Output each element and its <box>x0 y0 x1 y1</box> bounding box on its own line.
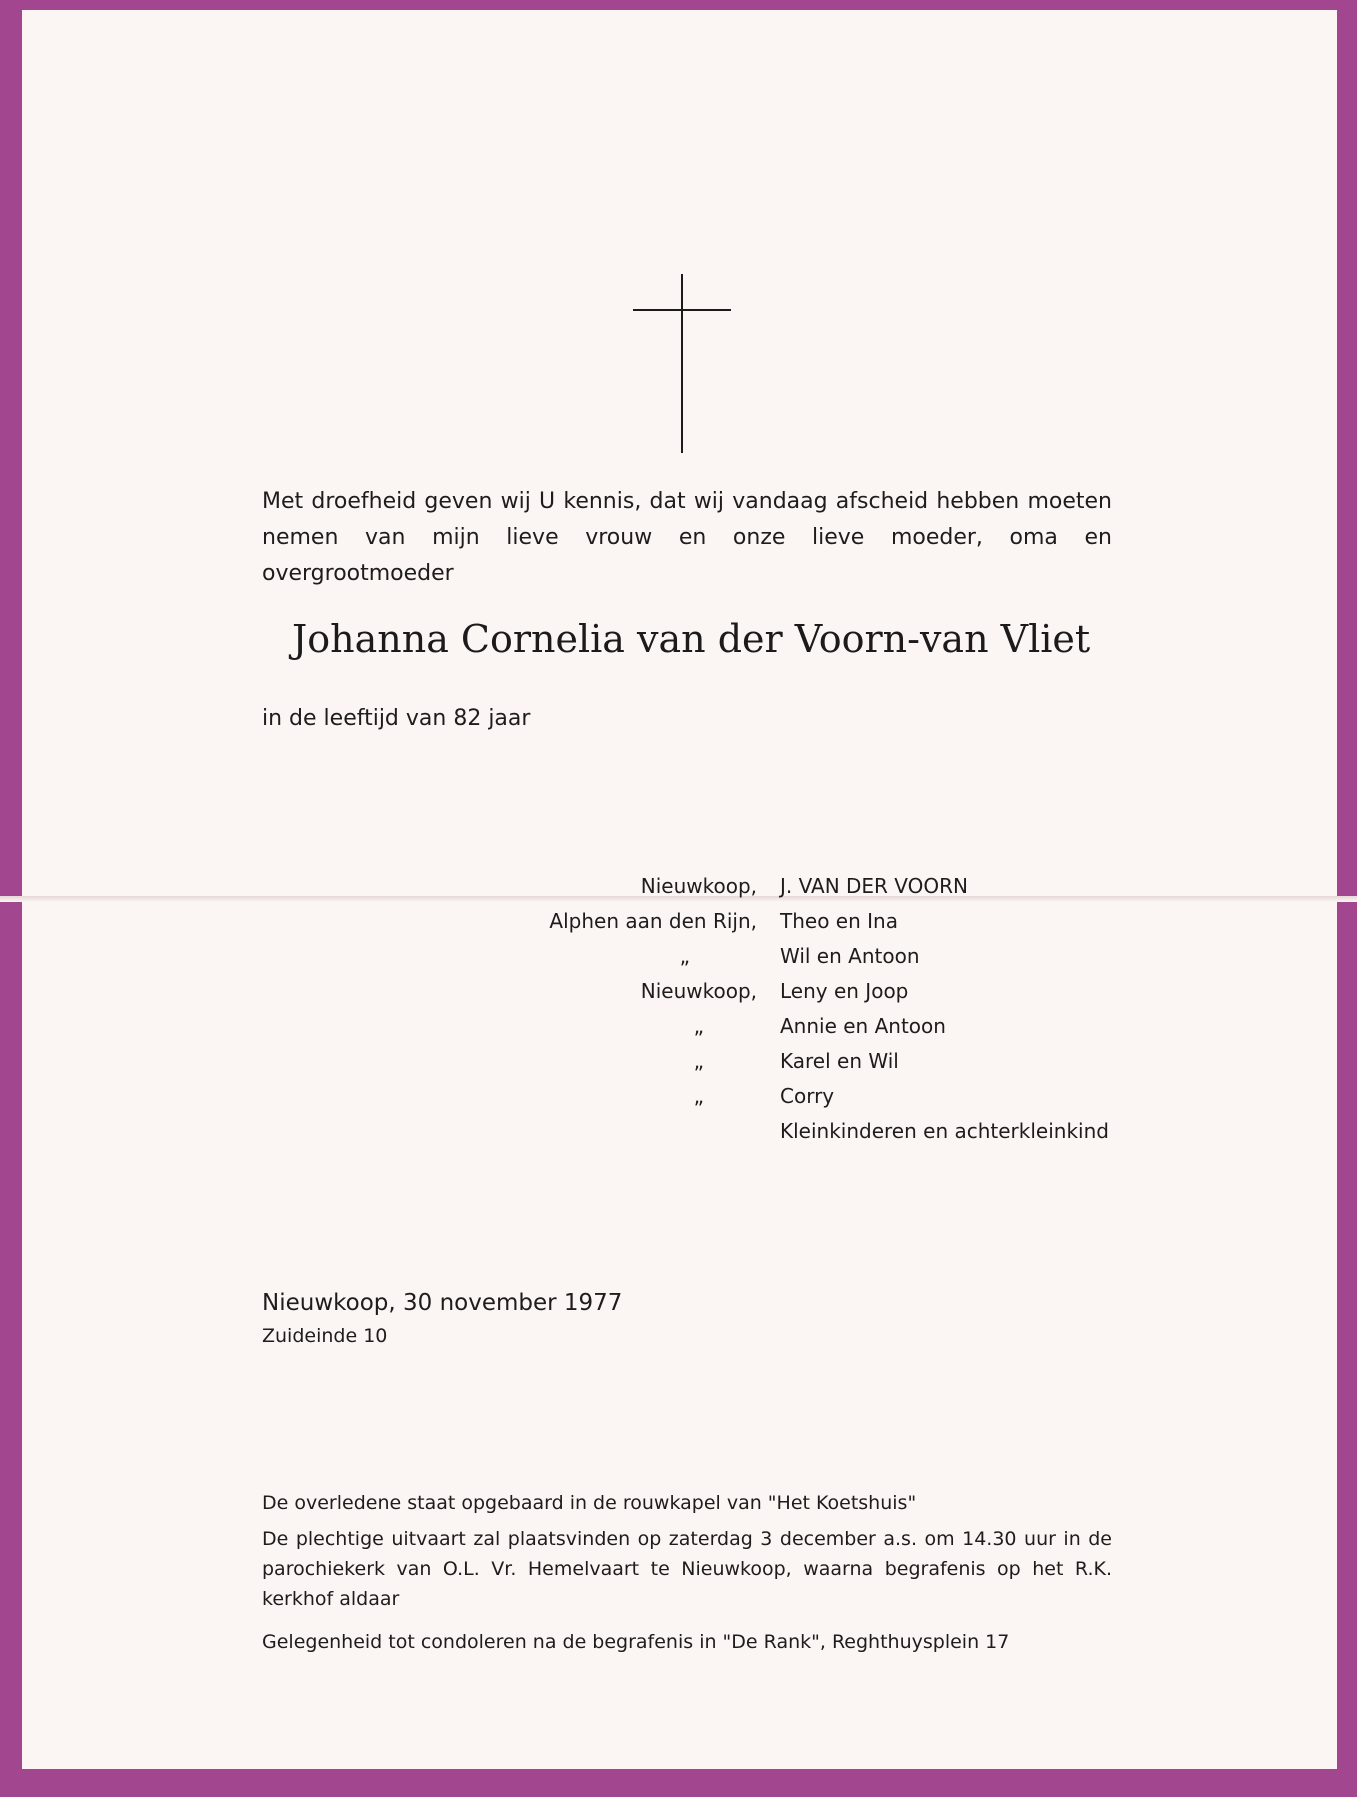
family-place: „ <box>693 1049 704 1073</box>
family-place: Nieuwkoop, <box>640 874 757 898</box>
condolence-notice: Gelegenheid tot condoleren na de begrafenis in "De Rank", Reghthuysplein 17 <box>262 1631 1010 1653</box>
deceased-name: Johanna Cornelia van der Voorn-van Vliet <box>292 617 1091 661</box>
laid-out-notice: De overledene staat opgebaard in de rouwkapel van "Het Koetshuis" <box>262 1492 917 1514</box>
family-names: Wil en Antoon <box>780 944 920 968</box>
funeral-notice: De plechtige uitvaart zal plaatsvinden op zaterdag 3 december a.s. om 14.30 uur in de parochiekerk van O.L. Vr. Hemelvaart te Nieuwkoop, waarna begrafenis op het R.K. kerkhof aldaar <box>262 1528 1112 1610</box>
cross-horizontal-bar <box>633 309 731 311</box>
announcement-intro: Met droefheid geven wij U kennis, dat wij vandaag afscheid hebben moeten nemen van mijn lieve vrouw en onze lieve moeder, oma en overgrootmoeder <box>262 489 1112 586</box>
family-place: „ <box>679 944 690 968</box>
family-names: Leny en Joop <box>780 979 909 1003</box>
age-line: in de leeftijd van 82 jaar <box>262 706 531 731</box>
family-names: Corry <box>780 1084 835 1108</box>
cross-vertical-bar <box>681 274 683 453</box>
family-names: Theo en Ina <box>780 909 898 933</box>
place-date: Nieuwkoop, 30 november 1977 <box>262 1290 623 1316</box>
family-names: J. VAN DER VOORN <box>780 874 968 898</box>
family-place: Alphen aan den Rijn, <box>549 909 757 933</box>
family-place: Nieuwkoop, <box>640 979 757 1003</box>
family-place: „ <box>693 1014 704 1038</box>
family-names: Annie en Antoon <box>780 1014 946 1038</box>
family-names: Karel en Wil <box>780 1049 899 1073</box>
home-address: Zuideinde 10 <box>262 1325 388 1347</box>
family-names: Kleinkinderen en achterkleinkind <box>780 1119 1109 1143</box>
family-place: „ <box>693 1084 704 1108</box>
